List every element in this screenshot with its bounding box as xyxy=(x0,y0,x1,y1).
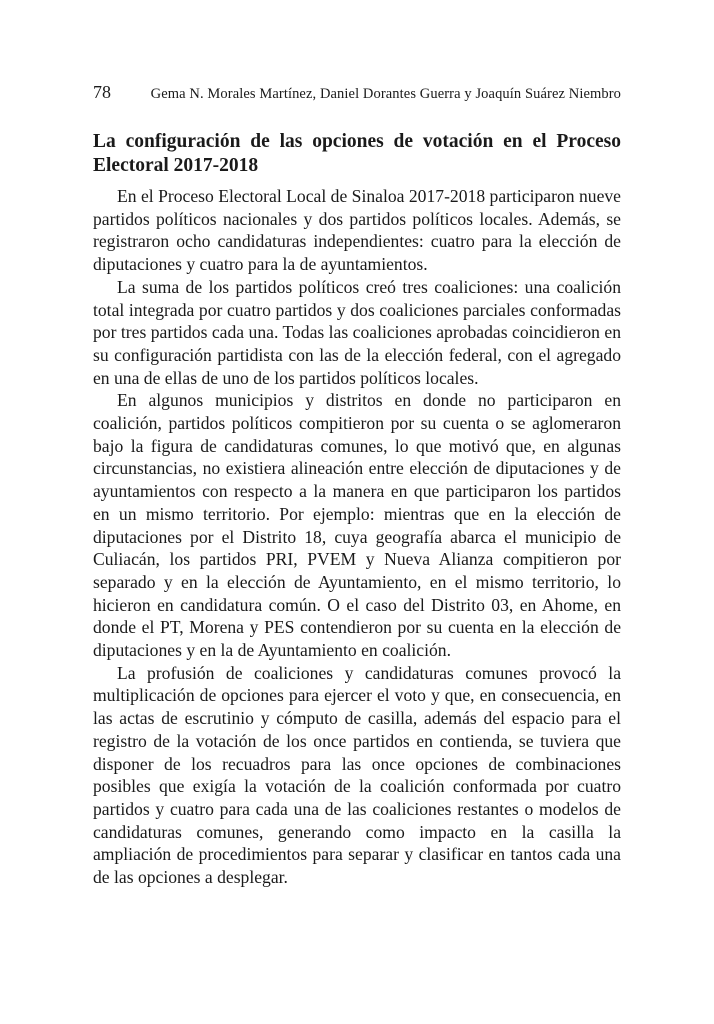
body-paragraph: La suma de los partidos políticos creó tres coaliciones: una coalición total integrada por cuatro partidos y dos coaliciones parciales conformadas por tres partidos cada una. Todas las coaliciones aprobadas coincidieron en su configuración partidista con las de la elección federal, con el agregado en una de ellas de uno de los partidos políticos locales. xyxy=(93,276,621,388)
section-title: La configuración de las opciones de votación en el Proceso Electoral 2017-2018 xyxy=(93,131,621,176)
running-head xyxy=(93,82,621,106)
body-paragraph: En el Proceso Electoral Local de Sinaloa 2017-2018 participaron nueve partidos políticos nacionales y dos partidos políticos locales. Además, se registraron ocho candidaturas independientes: cuatro para la elección de diputaciones y cuatro para la de ayuntamientos. xyxy=(93,186,621,275)
header-authors: Gema N. Morales Martínez, Daniel Dorantes Guerra y Joaquín Suárez Niembro xyxy=(150,86,621,102)
body-paragraph: La profusión de coaliciones y candidaturas comunes provocó la multiplicación de opciones para ejercer el voto y que, en consecuencia, en las actas de escrutinio y cómputo de casilla, además del espacio para el registro de la votación de los once partidos en contienda, se tuviera que disponer de los recuadros para las once opciones de combinaciones posibles que exigía la votación de la coalición conformada por cuatro partidos y cuatro para cada una de las coaliciones restantes o modelos de candidaturas comunes, generando como impacto en la casilla la ampliación de procedimientos para separar y clasificar en tantos cada una de las opciones a desplegar. xyxy=(93,662,621,888)
book-page xyxy=(93,82,621,889)
page-number: 78 xyxy=(93,82,111,102)
body-paragraph: En algunos municipios y distritos en donde no participaron en coalición, partidos políticos compitieron por su cuenta o se aglomeraron bajo la figura de candidaturas comunes, lo que motivó que, en algunas circunstancias, no existiera alineación entre elección de diputaciones y de ayuntamientos con respecto a la manera en que participaron los partidos en un mismo territorio. Por ejemplo: mientras que en la elección de diputaciones por el Distrito 18, cuya geografía abarca el municipio de Culiacán, los partidos PRI, PVEM y Nueva Alianza compitieron por separado y en la elección de Ayuntamiento, en el mismo territorio, lo hicieron en candidatura común. O el caso del Distrito 03, en Ahome, en donde el PT, Morena y PES contendieron por su cuenta en la elección de diputaciones y en la de Ayuntamiento en coalición. xyxy=(93,390,621,661)
